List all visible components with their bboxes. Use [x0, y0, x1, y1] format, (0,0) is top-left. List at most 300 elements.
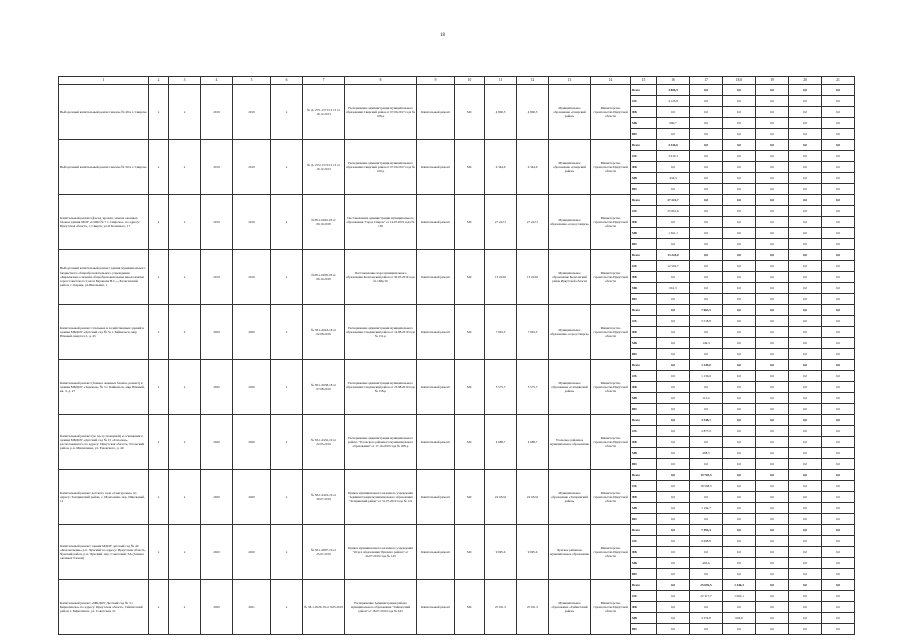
cell: x — [271, 85, 303, 140]
object-name-cell: Капитальный ремонт здания МДОУ детский сад № 40 «Колокольчик» р.п. Чунский по адресу: Иркутская область, Чунский район, р.п. Чунский, пер. Советский, 3А (Замена оконных блоков) — [59, 525, 149, 580]
amount-cell: 0,0 — [756, 107, 789, 118]
amount-cell: 0,0 — [756, 404, 789, 415]
cell: x — [149, 360, 169, 415]
funding-source-cell: Всего — [631, 305, 657, 316]
amount-cell: 0,0 — [822, 437, 855, 448]
remaining-cost-cell: 3 575,7 — [517, 360, 549, 415]
funding-source-cell: Всего — [631, 580, 657, 591]
ministry-cell: Министерство строительства Иркутской области — [591, 360, 631, 415]
amount-cell: 0,0 — [723, 239, 756, 250]
amount-cell: 0,0 — [789, 162, 822, 173]
amount-cell: 0,0 — [822, 316, 855, 327]
amount-cell: 0,0 — [822, 602, 855, 613]
ministry-cell: Министерство строительства Иркутской области — [591, 85, 631, 140]
amount-cell: 0,0 — [822, 327, 855, 338]
amount-cell: 0,0 — [822, 382, 855, 393]
amount-cell: 0,0 — [723, 151, 756, 162]
amount-cell: 0,0 — [789, 613, 822, 624]
basis-cell: Приказ муниципального казенного учреждения "Администрация муниципального образования "Заларинский район" от 31.07.2019 года № 121 — [345, 470, 417, 525]
remaining-cost-cell: 4 688,7 — [517, 415, 549, 470]
amount-cell: 661,3 — [657, 283, 690, 294]
column-number: 5 — [233, 77, 271, 85]
amount-cell: 0,0 — [822, 371, 855, 382]
amount-cell: 0,0 — [822, 514, 855, 525]
basis-cell: Приказ муниципального казенного учреждения "Отдел образования Чунского района" от 24.07.2019 года № 143 — [345, 525, 417, 580]
estimated-cost-cell: 27 222,7 — [485, 195, 517, 250]
funding-source-cell: МБ — [631, 228, 657, 239]
amount-cell: 0,0 — [723, 547, 756, 558]
amount-cell: 0,0 — [789, 107, 822, 118]
work-type-cell: Капитальный ремонт — [417, 305, 455, 360]
amount-cell: 0,0 — [690, 261, 723, 272]
amount-cell: 0,0 — [723, 404, 756, 415]
amount-cell: 0,0 — [690, 547, 723, 558]
amount-cell: 0,0 — [657, 613, 690, 624]
amount-cell: 0,0 — [822, 547, 855, 558]
funding-source-cell: Всего — [631, 250, 657, 261]
cell: x — [271, 360, 303, 415]
amount-cell: 0,0 — [657, 349, 690, 360]
work-type-cell: Капитальный ремонт — [417, 360, 455, 415]
ministry-cell: Министерство строительства Иркутской области — [591, 195, 631, 250]
amount-cell: 0,0 — [756, 206, 789, 217]
amount-cell: 0,0 — [657, 514, 690, 525]
amount-cell: 0,0 — [756, 118, 789, 129]
amount-cell: 0,0 — [756, 382, 789, 393]
amount-cell: 0,0 — [822, 525, 855, 536]
customer-cell: Чунское районное муниципальное образование — [549, 525, 591, 580]
amount-cell: 0,0 — [789, 338, 822, 349]
cell: x — [149, 305, 169, 360]
amount-cell: 0,0 — [789, 525, 822, 536]
funding-source-cell: МБ — [631, 118, 657, 129]
amount-cell: 2 877,6 — [690, 426, 723, 437]
remaining-cost-cell: 9 995,6 — [517, 525, 549, 580]
amount-cell: 0,0 — [756, 613, 789, 624]
amount-cell: 0,0 — [789, 481, 822, 492]
amount-cell: 0,0 — [723, 294, 756, 305]
amount-cell: 0,0 — [723, 602, 756, 613]
amount-cell: 0,0 — [723, 393, 756, 404]
amount-cell: 0,0 — [657, 217, 690, 228]
basis-cell: Распоряжение администрации муниципального района "Усольского районного муниципального образования" от 17.10.2019 года № 208-р — [345, 415, 417, 470]
column-number: 1 — [59, 77, 149, 85]
amount-cell: 19 703,5 — [690, 470, 723, 481]
document-cell: № 38-1-0419-19 от 30.07.2019 — [303, 470, 345, 525]
amount-cell: 0,0 — [690, 327, 723, 338]
amount-cell: 0,0 — [756, 261, 789, 272]
amount-cell: 1 446,3 — [723, 580, 756, 591]
start-year-cell: 2020 — [201, 470, 233, 525]
amount-cell: 0,0 — [756, 217, 789, 228]
amount-cell: 0,0 — [657, 107, 690, 118]
amount-cell: 0,0 — [723, 426, 756, 437]
document-cell: № Д-1372-1572/13 13 от 10.12.2013 — [303, 140, 345, 195]
amount-cell: 0,0 — [756, 580, 789, 591]
amount-cell: 0,0 — [756, 558, 789, 569]
amount-cell: 0,0 — [756, 184, 789, 195]
amount-cell: 0,0 — [657, 437, 690, 448]
end-year-cell: 2020 — [233, 415, 271, 470]
funding-source-cell: ОБ — [631, 481, 657, 492]
amount-cell: 27 222,7 — [657, 195, 690, 206]
amount-cell: 0,0 — [723, 162, 756, 173]
unit-cell: МС — [455, 470, 485, 525]
amount-cell: 0,0 — [657, 294, 690, 305]
amount-cell: 0,0 — [690, 184, 723, 195]
amount-cell: 0,0 — [723, 129, 756, 140]
amount-cell: 0,0 — [789, 459, 822, 470]
amount-cell: 12 562,7 — [657, 261, 690, 272]
amount-cell: 0,0 — [822, 360, 855, 371]
amount-cell: 0,0 — [723, 514, 756, 525]
investment-table — [58, 76, 855, 635]
amount-cell: 0,0 — [756, 481, 789, 492]
amount-cell: 0,0 — [822, 305, 855, 316]
funding-source-cell: ОБ — [631, 426, 657, 437]
amount-cell: 0,0 — [657, 305, 690, 316]
amount-cell: 0,0 — [822, 426, 855, 437]
amount-cell: 7 663,5 — [690, 305, 723, 316]
amount-cell: 0,0 — [723, 360, 756, 371]
remaining-cost-cell: 27 222,7 — [517, 195, 549, 250]
amount-cell: 0,0 — [756, 85, 789, 96]
amount-cell: 0,0 — [723, 437, 756, 448]
column-number: 19 — [756, 77, 789, 85]
amount-cell: 112,4 — [690, 393, 723, 404]
amount-cell: 0,0 — [756, 151, 789, 162]
funding-source-cell: ОБ — [631, 591, 657, 602]
remaining-cost-cell: 13 224,0 — [517, 250, 549, 305]
amount-cell: 0,0 — [690, 85, 723, 96]
amount-cell: 0,0 — [822, 228, 855, 239]
funding-source-cell: ОБ — [631, 536, 657, 547]
amount-cell: 0,0 — [690, 107, 723, 118]
work-type-cell: Капитальный ремонт — [417, 195, 455, 250]
table-row — [59, 140, 855, 151]
document-cell: № Д-1371-1571/13 13 от 10.12.2013 — [303, 85, 345, 140]
start-year-cell: 2019 — [201, 85, 233, 140]
amount-cell: 0,0 — [756, 393, 789, 404]
amount-cell: 0,0 — [657, 360, 690, 371]
end-year-cell: 2019 — [233, 85, 271, 140]
amount-cell: 0,0 — [756, 327, 789, 338]
amount-cell: 0,0 — [756, 173, 789, 184]
ministry-cell: Министерство строительства Иркутской области — [591, 140, 631, 195]
amount-cell: 0,0 — [657, 129, 690, 140]
work-type-cell: Капитальный ремонт — [417, 250, 455, 305]
table-row — [59, 360, 855, 371]
amount-cell: 0,0 — [789, 503, 822, 514]
amount-cell: 0,0 — [756, 569, 789, 580]
amount-cell: 0,0 — [822, 569, 855, 580]
amount-cell: 4 344,6 — [657, 140, 690, 151]
estimated-cost-cell: 4 806,5 — [485, 85, 517, 140]
amount-cell: 0,0 — [657, 470, 690, 481]
ministry-cell: Министерство строительства Иркутской области — [591, 415, 631, 470]
estimated-cost-cell: 4 688,7 — [485, 415, 517, 470]
work-type-cell: Капитальный ремонт — [417, 580, 455, 635]
amount-cell: 0,0 — [822, 162, 855, 173]
amount-cell: 0,0 — [822, 558, 855, 569]
amount-cell: 0,0 — [789, 547, 822, 558]
start-year-cell: 2020 — [201, 415, 233, 470]
amount-cell: 1 136,6 — [690, 371, 723, 382]
end-year-cell: 2019 — [233, 250, 271, 305]
work-type-cell: Капитальный ремонт — [417, 85, 455, 140]
amount-cell: 0,0 — [657, 382, 690, 393]
cell: x — [271, 140, 303, 195]
amount-cell: 0,0 — [756, 437, 789, 448]
amount-cell: 0,0 — [822, 151, 855, 162]
amount-cell: 0,0 — [822, 492, 855, 503]
amount-cell: 0,0 — [723, 569, 756, 580]
funding-source-cell: Всего — [631, 140, 657, 151]
document-cell: № 38-1-0520-19 от 8.05.2019 — [303, 580, 345, 635]
estimated-cost-cell: 4 344,6 — [485, 140, 517, 195]
funding-source-cell: МБ — [631, 503, 657, 514]
amount-cell: 0,0 — [756, 349, 789, 360]
amount-cell: 0,0 — [789, 470, 822, 481]
amount-cell: 0,0 — [756, 228, 789, 239]
cell: x — [271, 305, 303, 360]
funding-source-cell: ВИ — [631, 129, 657, 140]
funding-source-cell: МБ — [631, 448, 657, 459]
amount-cell: 0,0 — [657, 580, 690, 591]
amount-cell: 0,0 — [756, 316, 789, 327]
amount-cell: 0,0 — [756, 305, 789, 316]
amount-cell: 0,0 — [690, 294, 723, 305]
amount-cell: 0,0 — [789, 437, 822, 448]
funding-source-cell: ВИ — [631, 624, 657, 635]
customer-cell: Муниципальное образование «Слюдянский район» — [549, 360, 591, 415]
amount-cell: 0,0 — [657, 316, 690, 327]
amount-cell: 0,0 — [690, 514, 723, 525]
amount-cell: 0,0 — [690, 140, 723, 151]
amount-cell: 0,0 — [657, 404, 690, 415]
amount-cell: 0,0 — [723, 195, 756, 206]
amount-cell: 0,0 — [657, 459, 690, 470]
amount-cell: 0,0 — [789, 624, 822, 635]
table-row — [59, 470, 855, 481]
object-name-cell: Капитальный ремонт детского сада «Снегурочка» по адресу: Заларинский район, с. Моисеевка, пер. Школьный, 11 — [59, 470, 149, 525]
amount-cell: 0,0 — [690, 283, 723, 294]
funding-source-cell: ВИ — [631, 184, 657, 195]
amount-cell: 0,0 — [690, 239, 723, 250]
cell: x — [271, 250, 303, 305]
unit-cell: МС — [455, 195, 485, 250]
customer-cell: Муниципальное образование «Заларинский район» — [549, 470, 591, 525]
amount-cell: 0,0 — [822, 481, 855, 492]
funding-source-cell: ФБ — [631, 217, 657, 228]
amount-cell: 4 125,8 — [657, 96, 690, 107]
amount-cell: 0,0 — [822, 404, 855, 415]
funding-source-cell: ВИ — [631, 459, 657, 470]
amount-cell: 0,0 — [723, 481, 756, 492]
document-cell: №38-1-0028-18 от 09.10.2018 — [303, 250, 345, 305]
amount-cell: 0,0 — [756, 162, 789, 173]
amount-cell: 0,0 — [822, 118, 855, 129]
funding-source-cell: ФБ — [631, 492, 657, 503]
amount-cell: 0,0 — [690, 250, 723, 261]
start-year-cell: 2019 — [201, 140, 233, 195]
column-number: 16 — [657, 77, 690, 85]
funding-source-cell: Всего — [631, 470, 657, 481]
amount-cell: 0,0 — [822, 294, 855, 305]
amount-cell: 0,0 — [690, 228, 723, 239]
end-year-cell: 2019 — [233, 140, 271, 195]
page-number: 18 — [440, 33, 445, 38]
remaining-cost-cell: 4 806,5 — [517, 85, 549, 140]
amount-cell: 0,0 — [789, 140, 822, 151]
amount-cell: 0,0 — [756, 272, 789, 283]
end-year-cell: 2020 — [233, 525, 271, 580]
amount-cell: 0,0 — [690, 96, 723, 107]
amount-cell: 0,0 — [756, 514, 789, 525]
unit-cell: МС — [455, 580, 485, 635]
amount-cell: 0,0 — [690, 404, 723, 415]
amount-cell: 0,0 — [756, 426, 789, 437]
funding-source-cell: ОБ — [631, 151, 657, 162]
amount-cell: 3 348,1 — [690, 415, 723, 426]
amount-cell: 0,0 — [789, 393, 822, 404]
amount-cell: 0,0 — [789, 426, 822, 437]
amount-cell: 0,0 — [789, 85, 822, 96]
work-type-cell: Капитальный ремонт — [417, 470, 455, 525]
amount-cell: 0,0 — [756, 371, 789, 382]
unit-cell: МС — [455, 525, 485, 580]
amount-cell: 0,0 — [723, 316, 756, 327]
funding-source-cell: МБ — [631, 613, 657, 624]
cell: x — [149, 250, 169, 305]
estimated-cost-cell: 13 224,0 — [485, 250, 517, 305]
amount-cell: 0,0 — [822, 503, 855, 514]
amount-cell: 0,0 — [657, 426, 690, 437]
amount-cell: 0,0 — [657, 327, 690, 338]
column-number: 10 — [455, 77, 485, 85]
customer-cell: Муниципальное образование Балаганский район Иркутской области — [549, 250, 591, 305]
amount-cell: 0,0 — [789, 239, 822, 250]
amount-cell: 0,0 — [756, 448, 789, 459]
funding-source-cell: ФБ — [631, 272, 657, 283]
amount-cell: 0,0 — [723, 228, 756, 239]
column-number: 20 — [789, 77, 822, 85]
cell: x — [271, 415, 303, 470]
estimated-cost-cell: 25 611,5 — [485, 580, 517, 635]
amount-cell: 0,0 — [657, 525, 690, 536]
amount-cell: 0,0 — [723, 382, 756, 393]
amount-cell: 0,0 — [657, 547, 690, 558]
amount-cell: 0,0 — [723, 283, 756, 294]
table-row — [59, 305, 855, 316]
amount-cell: 1 002,1 — [723, 591, 756, 602]
table-row — [59, 250, 855, 261]
amount-cell: 0,0 — [789, 217, 822, 228]
amount-cell: 0,0 — [756, 338, 789, 349]
amount-cell: 0,0 — [657, 239, 690, 250]
work-type-cell: Капитальный ремонт — [417, 415, 455, 470]
amount-cell: 0,0 — [822, 613, 855, 624]
object-name-cell: Выборочный капитальный ремонт школы № 49 в г. Свирске — [59, 85, 149, 140]
amount-cell: 0,0 — [822, 536, 855, 547]
amount-cell: 0,0 — [690, 569, 723, 580]
amount-cell: 0,0 — [657, 338, 690, 349]
amount-cell: 0,0 — [822, 459, 855, 470]
amount-cell: 0,0 — [657, 162, 690, 173]
amount-cell: 0,0 — [756, 492, 789, 503]
amount-cell: 0,0 — [789, 206, 822, 217]
remaining-cost-cell: 24 182,0 — [517, 470, 549, 525]
cell: x — [169, 140, 201, 195]
amount-cell: 3 374,8 — [690, 613, 723, 624]
amount-cell: 0,0 — [789, 371, 822, 382]
funding-source-cell: ВИ — [631, 514, 657, 525]
amount-cell: 18 508,3 — [690, 481, 723, 492]
amount-cell: 495,6 — [690, 558, 723, 569]
column-number: 4 — [201, 77, 233, 85]
amount-cell: 0,0 — [723, 206, 756, 217]
table-row — [59, 195, 855, 206]
amount-cell: 0,0 — [789, 360, 822, 371]
amount-cell: 0,0 — [690, 349, 723, 360]
object-name-cell: Капитальный ремонт (Замена оконных блоков, ремонт) в здании МБДОУ «Теремок» № 3 г. Байкальск, мкр Южный, кв. 3, д. 27 — [59, 360, 149, 415]
amount-cell: 0,0 — [789, 536, 822, 547]
amount-cell: 0,0 — [756, 96, 789, 107]
amount-cell: 0,0 — [789, 327, 822, 338]
funding-source-cell: Всего — [631, 415, 657, 426]
end-year-cell: 2019 — [233, 195, 271, 250]
object-name-cell: Капитальный ремонт спальных и хозяйственных зданий в здании МБДОУ «Детский сад № 5» г. Байкальск, мкр Южный, квартал 2, д. 43 — [59, 305, 149, 360]
cell: x — [169, 85, 201, 140]
column-number: 11 — [485, 77, 517, 85]
cell: x — [271, 195, 303, 250]
start-year-cell: 2020 — [201, 305, 233, 360]
amount-cell: 5 518,8 — [690, 316, 723, 327]
cell: x — [169, 305, 201, 360]
column-number: 12 — [517, 77, 549, 85]
customer-cell: Муниципальное образование «город Свирск» — [549, 305, 591, 360]
amount-cell: 0,0 — [690, 602, 723, 613]
cell: x — [169, 415, 201, 470]
amount-cell: 0,0 — [690, 437, 723, 448]
funding-source-cell: МБ — [631, 173, 657, 184]
cell: x — [169, 580, 201, 635]
cell: x — [149, 580, 169, 635]
amount-cell: 468,5 — [690, 448, 723, 459]
funding-source-cell: МБ — [631, 393, 657, 404]
amount-cell: 0,0 — [723, 184, 756, 195]
amount-cell: 0,0 — [657, 393, 690, 404]
amount-cell: 0,0 — [657, 481, 690, 492]
amount-cell: 0,0 — [822, 283, 855, 294]
end-year-cell: 2020 — [233, 360, 271, 415]
cell: x — [271, 470, 303, 525]
column-number: 3 — [169, 77, 201, 85]
amount-cell: 0,0 — [723, 217, 756, 228]
funding-source-cell: Всего — [631, 85, 657, 96]
amount-cell: 0,0 — [822, 261, 855, 272]
amount-cell: 0,0 — [690, 129, 723, 140]
amount-cell: 0,0 — [822, 184, 855, 195]
amount-cell: 0,0 — [756, 129, 789, 140]
funding-source-cell: ФБ — [631, 162, 657, 173]
work-type-cell: Капитальный ремонт — [417, 140, 455, 195]
funding-source-cell: ОБ — [631, 316, 657, 327]
amount-cell: 0,0 — [723, 503, 756, 514]
amount-cell: 0,0 — [789, 129, 822, 140]
cell: x — [149, 470, 169, 525]
unit-cell: МС — [455, 85, 485, 140]
